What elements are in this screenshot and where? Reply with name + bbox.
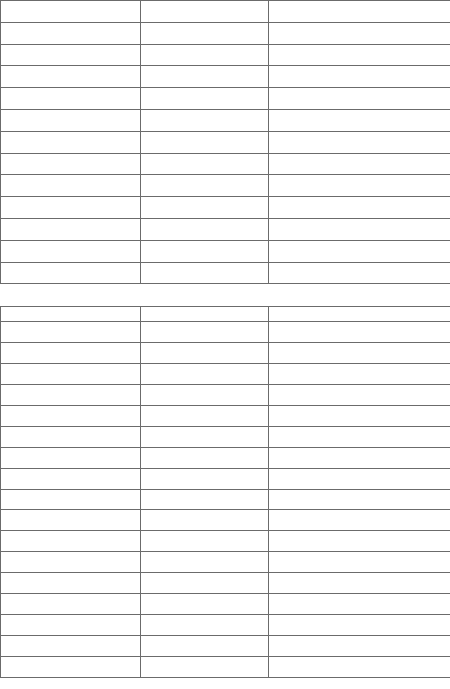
cell-current-position (141, 1, 269, 23)
assignments-table-2-body (1, 307, 450, 678)
table-row (1, 131, 450, 153)
table-row (1, 594, 450, 615)
table-row (1, 88, 450, 110)
cell-assigned-position (269, 363, 450, 384)
table-row (1, 240, 450, 262)
cell-assigned-position (269, 447, 450, 468)
cell-name (1, 175, 141, 197)
cell-current-position (141, 131, 269, 153)
cell-assigned-position (269, 510, 450, 531)
table-row (1, 573, 450, 594)
cell-name (1, 22, 141, 44)
table-row (1, 153, 450, 175)
cell-current-position (141, 240, 269, 262)
cell-current-position (141, 322, 269, 343)
cell-name (1, 510, 141, 531)
cell-assigned-position (269, 594, 450, 615)
cell-name (1, 573, 141, 594)
table-row (1, 218, 450, 240)
table-row (1, 426, 450, 447)
cell-current-position (141, 531, 269, 552)
cell-current-position (141, 636, 269, 657)
cell-name (1, 66, 141, 88)
cell-current-position (141, 405, 269, 426)
cell-assigned-position (269, 552, 450, 573)
table-row (1, 1, 450, 23)
cell-assigned-position (269, 22, 450, 44)
table-row (1, 531, 450, 552)
cell-name (1, 447, 141, 468)
cell-current-position (141, 363, 269, 384)
cell-current-position (141, 468, 269, 489)
cell-current-position (141, 489, 269, 510)
cell-current-position (141, 218, 269, 240)
table-row (1, 615, 450, 636)
cell-name (1, 44, 141, 66)
table-row (1, 22, 450, 44)
assignments-table-1-body (1, 1, 450, 284)
table-row (1, 262, 450, 284)
cell-current-position (141, 109, 269, 131)
table-row (1, 405, 450, 426)
cell-name (1, 489, 141, 510)
cell-name (1, 636, 141, 657)
cell-current-position (141, 384, 269, 405)
cell-assigned-position (269, 240, 450, 262)
cell-assigned-position (269, 468, 450, 489)
cell-assigned-position (269, 636, 450, 657)
cell-assigned-position (269, 657, 450, 678)
cell-current-position (141, 552, 269, 573)
cell-name (1, 405, 141, 426)
cell-current-position (141, 197, 269, 219)
cell-current-position (141, 447, 269, 468)
cell-name (1, 384, 141, 405)
table-row (1, 657, 450, 678)
table-row (1, 510, 450, 531)
cell-assigned-position (269, 175, 450, 197)
table-row (1, 552, 450, 573)
cell-current-position (141, 88, 269, 110)
cell-name (1, 615, 141, 636)
cell-name (1, 594, 141, 615)
cell-assigned-position (269, 426, 450, 447)
table-row (1, 322, 450, 343)
cell-current-position (141, 342, 269, 363)
header-current-position (141, 307, 269, 322)
assignments-table-1 (0, 0, 450, 284)
table-row (1, 447, 450, 468)
cell-assigned-position (269, 153, 450, 175)
cell-name (1, 322, 141, 343)
cell-assigned-position (269, 44, 450, 66)
cell-assigned-position (269, 615, 450, 636)
table-row (1, 44, 450, 66)
cell-assigned-position (269, 342, 450, 363)
cell-name (1, 240, 141, 262)
cell-name (1, 468, 141, 489)
cell-current-position (141, 66, 269, 88)
cell-current-position (141, 22, 269, 44)
cell-name (1, 342, 141, 363)
table-row (1, 342, 450, 363)
table-row (1, 66, 450, 88)
cell-assigned-position (269, 384, 450, 405)
cell-assigned-position (269, 489, 450, 510)
cell-current-position (141, 615, 269, 636)
cell-current-position (141, 657, 269, 678)
cell-assigned-position (269, 1, 450, 23)
cell-name (1, 109, 141, 131)
cell-name (1, 363, 141, 384)
cell-assigned-position (269, 405, 450, 426)
cell-assigned-position (269, 573, 450, 594)
cell-assigned-position (269, 109, 450, 131)
cell-assigned-position (269, 531, 450, 552)
cell-name (1, 153, 141, 175)
cell-name (1, 1, 141, 23)
cell-current-position (141, 426, 269, 447)
table-row (1, 468, 450, 489)
cell-current-position (141, 44, 269, 66)
cell-assigned-position (269, 88, 450, 110)
cell-name (1, 218, 141, 240)
cell-name (1, 262, 141, 284)
cell-current-position (141, 573, 269, 594)
cell-current-position (141, 262, 269, 284)
table-row (1, 175, 450, 197)
cell-name (1, 88, 141, 110)
cell-current-position (141, 153, 269, 175)
table-row (1, 384, 450, 405)
cell-name (1, 197, 141, 219)
cell-assigned-position (269, 218, 450, 240)
cell-assigned-position (269, 66, 450, 88)
header-name (1, 307, 141, 322)
cell-name (1, 552, 141, 573)
cell-name (1, 426, 141, 447)
cell-current-position (141, 510, 269, 531)
cell-current-position (141, 175, 269, 197)
table-row (1, 636, 450, 657)
header-assigned-position (269, 307, 450, 322)
cell-current-position (141, 594, 269, 615)
table-row (1, 363, 450, 384)
cell-assigned-position (269, 197, 450, 219)
cell-name (1, 657, 141, 678)
table-row (1, 489, 450, 510)
table-header-row (1, 307, 450, 322)
assignments-table-2 (0, 306, 450, 678)
cell-assigned-position (269, 131, 450, 153)
cell-assigned-position (269, 322, 450, 343)
cell-name (1, 131, 141, 153)
table-row (1, 109, 450, 131)
cell-name (1, 531, 141, 552)
cell-assigned-position (269, 262, 450, 284)
table-row (1, 197, 450, 219)
